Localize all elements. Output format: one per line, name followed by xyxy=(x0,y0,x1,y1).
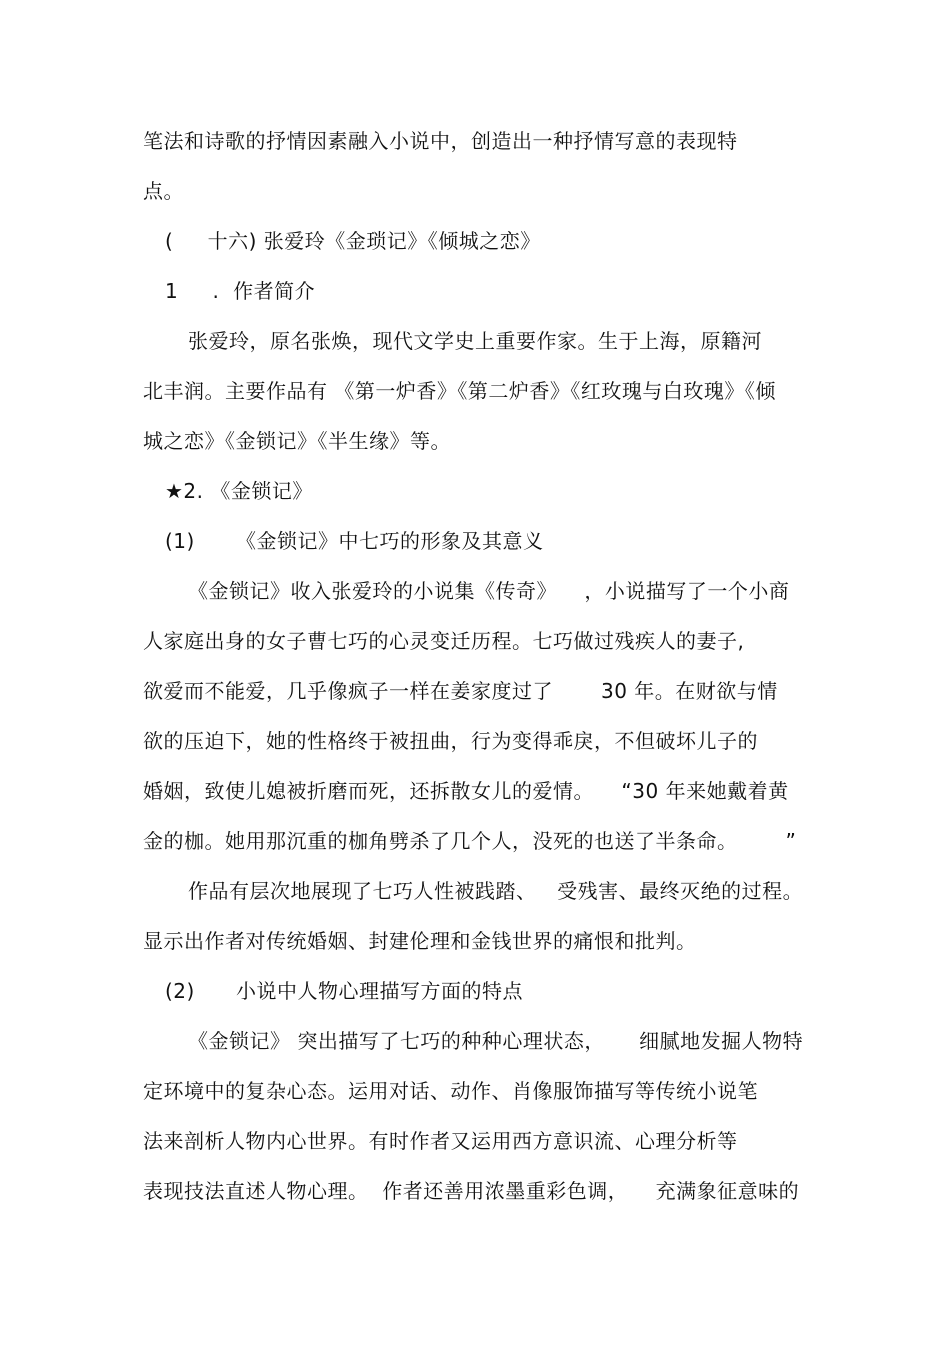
subheading-jinsuoji: ★2. 《金锁记》 xyxy=(165,479,313,503)
text-line-11: 人家庭出身的女子曹七巧的心灵变迁历程。七巧做过残疾人的妻子, xyxy=(143,629,745,653)
text-line-2: 点。 xyxy=(143,179,184,203)
text-line-22: 表现技法直述人物心理。 作者还善用浓墨重彩色调， 充满象征意味的 xyxy=(143,1179,800,1203)
text-line-14: 婚姻，致使儿媳被折磨而死，还拆散女儿的爱情。 “30 年来她戴着黄 xyxy=(143,779,789,803)
text-line-19: 《金锁记》 突出描写了七巧的种种心理状态， 细腻地发掘人物特 xyxy=(188,1029,804,1053)
text-line-5: 张爱玲，原名张焕，现代文学史上重要作家。生于上海，原籍河 xyxy=(188,329,762,353)
text-line-13: 欲的压迫下，她的性格终于被扭曲，行为变得乖戾，不但破坏儿子的 xyxy=(143,729,758,753)
text-line-12: 欲爱而不能爱，几乎像疯子一样在姜家度过了 30 年。在财欲与情 xyxy=(143,679,778,703)
text-line-6: 北丰润。主要作品有 《第一炉香》《第二炉香》《红玫瑰与白玫瑰》《倾 xyxy=(143,379,776,403)
text-line-16: 作品有层次地展现了七巧人性被践踏、 受残害、最终灭绝的过程。 xyxy=(188,879,804,903)
text-line-21: 法来剖析人物内心世界。有时作者又运用西方意识流、心理分析等 xyxy=(143,1129,738,1153)
text-line-17: 显示出作者对传统婚姻、封建伦理和金钱世界的痛恨和批判。 xyxy=(143,929,697,953)
text-line-7: 城之恋》《金锁记》《半生缘》等。 xyxy=(143,429,451,453)
subheading-author-intro: 1 . 作者简介 xyxy=(165,279,316,303)
subheading-qiqiao-image: (1) 《金锁记》中七巧的形象及其意义 xyxy=(165,529,544,553)
text-line-10: 《金锁记》收入张爱玲的小说集《传奇》 ，小说描写了一个小商 xyxy=(188,579,790,603)
text-line-15: 金的枷。她用那沉重的枷角劈杀了几个人，没死的也送了半条命。 ” xyxy=(143,829,797,853)
section-heading-16: ( 十六) 张爱玲《金琐记》《倾城之恋》 xyxy=(165,229,541,253)
subheading-psychology: (2) 小说中人物心理描写方面的特点 xyxy=(165,979,523,1003)
text-line-1: 笔法和诗歌的抒情因素融入小说中，创造出一种抒情写意的表现特 xyxy=(143,129,738,153)
text-line-20: 定环境中的复杂心态。运用对话、动作、肖像服饰描写等传统小说笔 xyxy=(143,1079,758,1103)
